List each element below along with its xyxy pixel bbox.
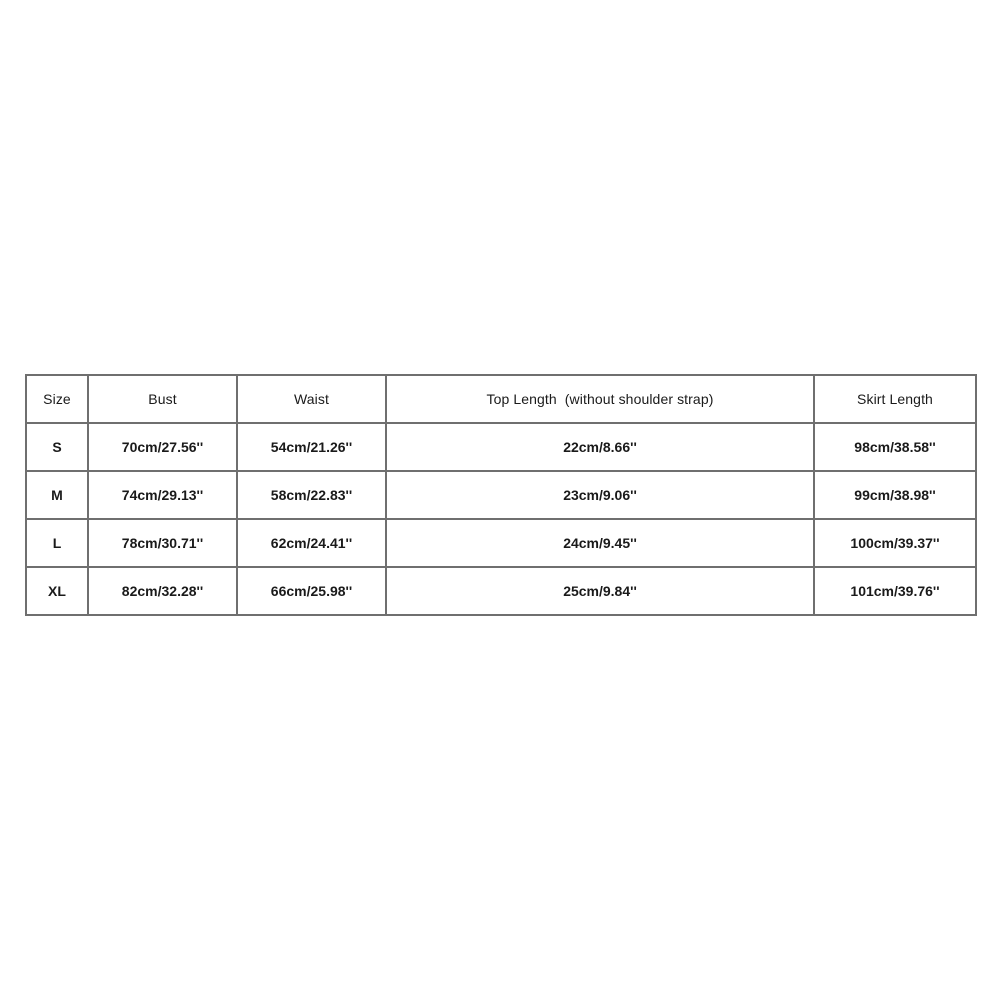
size-cell: L — [26, 519, 88, 567]
bust-cell: 78cm/30.71'' — [88, 519, 237, 567]
top-length-cell: 22cm/8.66'' — [386, 423, 814, 471]
top-length-cell: 25cm/9.84'' — [386, 567, 814, 615]
table-row — [26, 471, 976, 519]
skirt-length-cell: 98cm/38.58'' — [814, 423, 976, 471]
waist-cell: 58cm/22.83'' — [237, 471, 386, 519]
table-row — [26, 519, 976, 567]
skirt-length-cell: 101cm/39.76'' — [814, 567, 976, 615]
header-top-length: Top Length (without shoulder strap) — [386, 375, 814, 423]
size-cell: M — [26, 471, 88, 519]
header-row — [26, 375, 976, 423]
skirt-length-cell: 100cm/39.37'' — [814, 519, 976, 567]
size-cell: S — [26, 423, 88, 471]
top-length-cell: 24cm/9.45'' — [386, 519, 814, 567]
waist-cell: 62cm/24.41'' — [237, 519, 386, 567]
header-waist: Waist — [237, 375, 386, 423]
table-row — [26, 567, 976, 615]
header-skirt-length: Skirt Length — [814, 375, 976, 423]
header-bust: Bust — [88, 375, 237, 423]
bust-cell: 82cm/32.28'' — [88, 567, 237, 615]
bust-cell: 70cm/27.56'' — [88, 423, 237, 471]
size-chart-table — [25, 374, 977, 616]
top-length-cell: 23cm/9.06'' — [386, 471, 814, 519]
header-size: Size — [26, 375, 88, 423]
size-cell: XL — [26, 567, 88, 615]
waist-cell: 54cm/21.26'' — [237, 423, 386, 471]
skirt-length-cell: 99cm/38.98'' — [814, 471, 976, 519]
waist-cell: 66cm/25.98'' — [237, 567, 386, 615]
bust-cell: 74cm/29.13'' — [88, 471, 237, 519]
table-row — [26, 423, 976, 471]
